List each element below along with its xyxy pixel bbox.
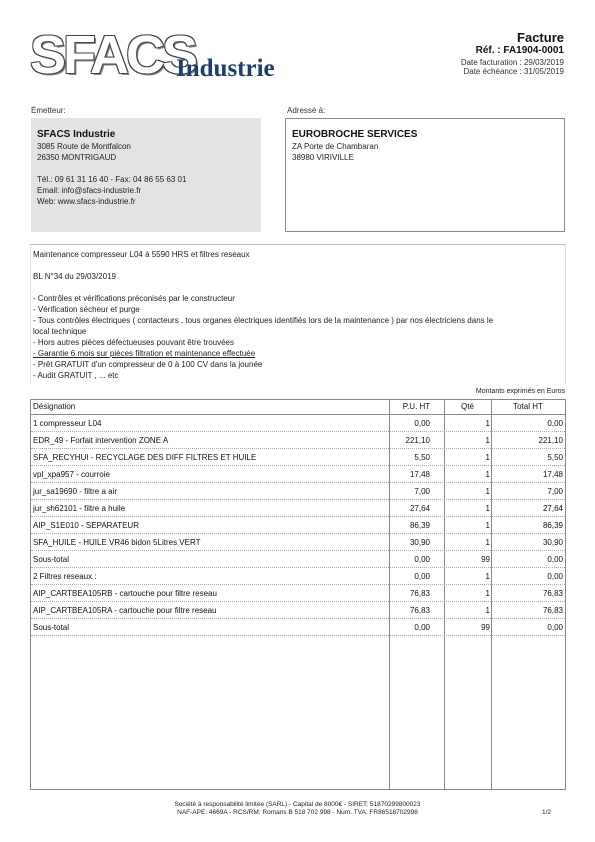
cell-designation: SFA_RECYHUI - RECYCLAGE DES DIFF FILTRES ET HUILE <box>33 453 257 462</box>
table-row <box>31 533 565 551</box>
header-total: Total HT <box>513 402 543 411</box>
company-logo: SFACS <box>30 25 196 85</box>
cell-quantity: 1 <box>485 606 490 615</box>
table-row <box>31 414 565 432</box>
emetteur-box <box>31 118 261 232</box>
destinataire-address2: 38980 VIRIVILLE <box>292 153 354 162</box>
cell-quantity: 1 <box>485 470 490 479</box>
cell-designation: jur_sh62101 - filtre a huile <box>33 504 126 513</box>
table-row <box>31 499 565 517</box>
cell-unit-price: 17,48 <box>409 470 430 479</box>
cell-quantity: 1 <box>485 589 490 598</box>
cell-unit-price: 0,00 <box>414 572 430 581</box>
header-unit-price: P.U. HT <box>402 402 431 411</box>
cell-quantity: 1 <box>485 521 490 530</box>
table-row <box>31 618 565 636</box>
cell-designation: SFA_HUILE - HUILE VR46 bidon 5Litres VERT <box>33 538 201 547</box>
emetteur-address1: 3085 Route de Montfalcon <box>37 142 131 151</box>
cell-designation: 2 Filtres reseaux : <box>33 572 97 581</box>
table-row <box>31 465 565 483</box>
description-line: Maintenance compresseur L04 à 5590 HRS et filtres reseaux <box>33 250 250 259</box>
cell-designation: EDR_49 - Forfait intervention ZONE A <box>33 436 169 445</box>
cell-unit-price: 86,39 <box>409 521 430 530</box>
description-block <box>30 244 566 384</box>
cell-total: 0,00 <box>547 419 563 428</box>
cell-unit-price: 0,00 <box>414 555 430 564</box>
description-line: - Vérification sécheur et purge <box>33 305 140 314</box>
cell-designation: Sous-total <box>33 555 70 564</box>
footer-legal-1: Société à responsabilité limitée (SARL) - Capital de 8000€ - SIRET: 51870299800023 <box>174 801 421 808</box>
table-row <box>31 601 565 619</box>
destinataire-address1: ZA Porte de Chambaran <box>292 142 379 151</box>
cell-total: 5,50 <box>547 453 563 462</box>
header-quantity: Qté <box>461 402 474 411</box>
cell-unit-price: 7,00 <box>414 487 430 496</box>
cell-total: 86,39 <box>542 521 563 530</box>
cell-quantity: 1 <box>485 453 490 462</box>
footer-legal-2: NAF-APE: 4669A - RCS/RM: Romans B 518 702 998 - Num. TVA: FR86518702998 <box>177 809 418 816</box>
description-line: local technique <box>33 327 87 336</box>
cell-unit-price: 30,90 <box>409 538 430 547</box>
table-row <box>31 431 565 449</box>
cell-unit-price: 0,00 <box>414 419 430 428</box>
cell-total: 0,00 <box>547 623 563 632</box>
cell-unit-price: 0,00 <box>414 623 430 632</box>
currency-note: Montants exprimés en Euros <box>475 388 565 395</box>
emetteur-address2: 26350 MONTRIGAUD <box>37 153 117 162</box>
company-logo-subtitle: Industrie <box>176 55 275 82</box>
emetteur-label: Émetteur: <box>31 106 66 115</box>
emetteur-email: Email: info@sfacs-industrie.fr <box>37 186 142 195</box>
table-row <box>31 550 565 568</box>
due-date: Date échéance : 31/05/2019 <box>463 67 564 76</box>
table-row <box>31 516 565 534</box>
cell-total: 76,83 <box>542 589 563 598</box>
cell-total: 27,64 <box>542 504 563 513</box>
cell-designation: jur_sa19690 - filtre a air <box>33 487 118 496</box>
description-line: BL N°34 du 29/03/2019 <box>33 272 116 281</box>
description-line: - Tous contrôles électriques ( contacteurs , tous organes électriques identifiés lors de la maintenance ) par nos électriciens dans le <box>33 316 494 325</box>
cell-designation: 1 compresseur L04 <box>33 419 102 428</box>
description-line: - Garantie 6 mois sur pièces filtration et maintenance effectuée <box>33 349 256 358</box>
cell-designation: Sous-total <box>33 623 70 632</box>
header-designation: Désignation <box>33 402 76 411</box>
cell-unit-price: 5,50 <box>414 453 430 462</box>
destinataire-label: Adressé à: <box>287 106 326 115</box>
cell-designation: vpl_xpa957 - courroie <box>33 470 110 479</box>
table-row <box>31 448 565 466</box>
cell-designation: AIP_CARTBEA105RB - cartouche pour filtre reseau <box>33 589 217 598</box>
description-line: - Prêt GRATUIT d'un compresseur de 0 à 100 CV dans la jounée <box>33 360 263 369</box>
page-number: 1/2 <box>541 809 551 816</box>
table-row <box>31 482 565 500</box>
cell-total: 17,48 <box>542 470 563 479</box>
cell-quantity: 1 <box>485 436 490 445</box>
cell-quantity: 99 <box>481 623 490 632</box>
emetteur-name: SFACS Industrie <box>37 129 116 140</box>
cell-total: 221,10 <box>538 436 563 445</box>
invoice-lines-table <box>30 399 566 790</box>
description-line: - Hors autres pièces défectueuses pouvant être trouvées <box>33 338 234 347</box>
cell-quantity: 1 <box>485 487 490 496</box>
cell-total: 0,00 <box>547 572 563 581</box>
emetteur-phone: Tél.: 09 61 31 16 40 - Fax: 04 86 55 63 01 <box>37 175 187 184</box>
cell-total: 7,00 <box>547 487 563 496</box>
cell-designation: AIP_S1E010 - SEPARATEUR <box>33 521 139 530</box>
cell-total: 0,00 <box>547 555 563 564</box>
cell-unit-price: 27,64 <box>409 504 430 513</box>
table-row <box>31 567 565 585</box>
table-row <box>31 584 565 602</box>
cell-quantity: 1 <box>485 538 490 547</box>
invoice-reference: Réf. : FA1904-0001 <box>475 45 564 56</box>
description-line <box>33 260 493 271</box>
cell-quantity: 1 <box>485 504 490 513</box>
cell-total: 30,90 <box>542 538 563 547</box>
cell-total: 76,83 <box>542 606 563 615</box>
cell-quantity: 1 <box>485 572 490 581</box>
destinataire-name: EUROBROCHE SERVICES <box>292 129 418 140</box>
cell-quantity: 1 <box>485 419 490 428</box>
description-line: - Audit GRATUIT , ... etc <box>33 371 119 380</box>
cell-designation: AIP_CARTBEA105RA - cartouche pour filtre reseau <box>33 606 217 615</box>
description-line: - Contrôles et vérifications préconisés par le constructeur <box>33 294 235 303</box>
document-title: Facture <box>517 30 564 45</box>
cell-unit-price: 221,10 <box>405 436 430 445</box>
emetteur-web: Web: www.sfacs-industrie.fr <box>37 197 136 206</box>
description-line <box>33 282 493 293</box>
cell-unit-price: 76,83 <box>409 589 430 598</box>
invoice-date: Date facturation : 29/03/2019 <box>460 58 564 67</box>
cell-unit-price: 76,83 <box>409 606 430 615</box>
cell-quantity: 99 <box>481 555 490 564</box>
destinataire-box <box>285 118 565 232</box>
